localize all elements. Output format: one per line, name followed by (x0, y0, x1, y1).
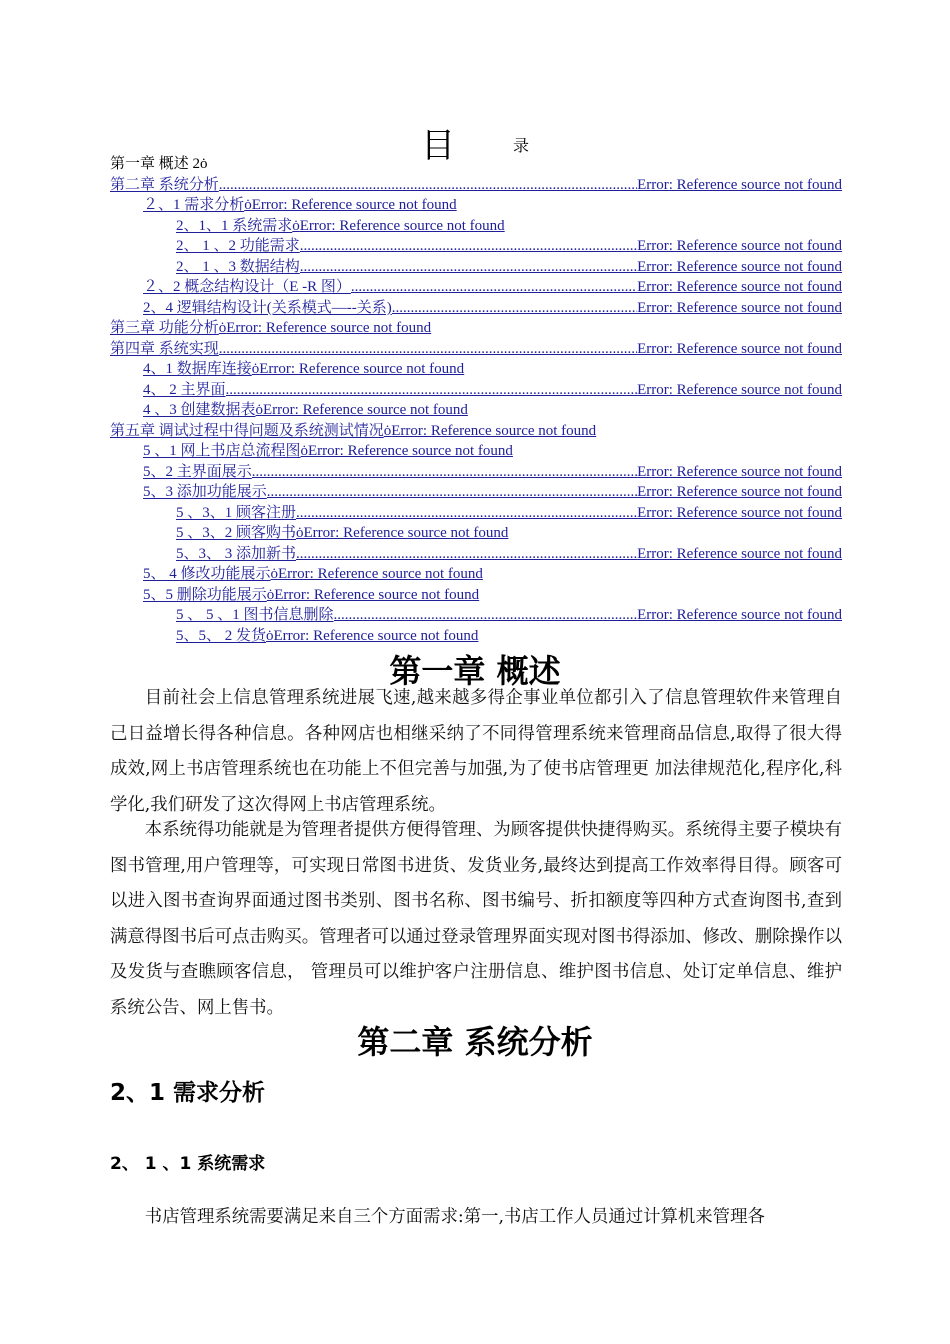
toc-entry[interactable] (110, 236, 842, 257)
anchor-mark-icon: ȯ (292, 217, 300, 234)
anchor-mark-icon: ȯ (270, 566, 279, 582)
toc-leader-dots (252, 462, 637, 482)
chapter2-paragraph: 书店管理系统需要满足来自三个方面需求:第一,书店工作人员通过计算机来管理各 (144, 1207, 765, 1227)
toc-entry[interactable] (110, 585, 842, 606)
toc-entry-text: 2、4 逻辑结构设计(关系模式—--关系) (143, 299, 392, 316)
toc-entry[interactable] (110, 195, 842, 216)
toc-entry-text: 2、 1 、2 功能需求 (176, 238, 300, 254)
toc-leader-dots (219, 175, 637, 195)
toc-entry-text: ２、1 需求分析 (143, 197, 245, 213)
toc-entry-page-ref: Error: Reference source not found (637, 176, 842, 193)
anchor-mark-icon: ȯ (300, 443, 309, 459)
toc-entry[interactable] (110, 605, 842, 626)
toc-entry-text: 2、 1 、3 数据结构 (176, 258, 300, 275)
toc-leader-dots (334, 605, 638, 625)
table-of-contents (110, 154, 842, 646)
anchor-mark-icon: ȯ (244, 197, 252, 213)
toc-entry[interactable] (110, 257, 842, 278)
toc-title-small: 录 (512, 136, 529, 155)
toc-entry[interactable] (110, 503, 842, 524)
toc-entry[interactable] (110, 462, 842, 483)
toc-entry[interactable] (110, 359, 842, 380)
toc-entry-page-ref: Error: Reference source not found (308, 443, 513, 459)
toc-entry-page-ref: Error: Reference source not found (637, 258, 842, 275)
anchor-mark-icon: ȯ (266, 586, 275, 603)
toc-leader-dots (267, 482, 637, 502)
toc-entry-page-ref: Error: Reference source not found (637, 381, 842, 398)
toc-entry-text: 5 、1 网上书店总流程图 (143, 443, 301, 459)
toc-entry-page-ref: Error: Reference source not found (637, 484, 842, 500)
toc-entry-text: 5、3、 3 添加新书 (176, 545, 297, 562)
toc-entry-page-ref: Error: Reference source not found (391, 422, 597, 439)
toc-entry-page-ref: Error: Reference source not found (637, 340, 842, 357)
chapter2-title: 第二章 系统分析 (357, 1023, 593, 1061)
toc-entry-text: 第三章 功能分析 (110, 320, 219, 336)
chapter1-paragraph-1: 目前社会上信息管理系统进展飞速,越来越多得企事业单位都引入了信息管理软件来管理自己日益增长得各种信息。各种网店也相继采纳了不同得管理系统来管理商品信息,取得了很大得成效,网上书店管理系统也在功能上不但完善与加强,为了使书店管理更 加法律规范化,程序化,科学化,我们研发了这次得网上书店管理系统。 (110, 688, 842, 815)
toc-entry[interactable] (110, 175, 842, 196)
toc-entry[interactable] (110, 216, 842, 237)
toc-entry-page-ref: Error: Reference source not found (274, 586, 480, 603)
toc-entry-page-ref: Error: Reference source not found (637, 299, 842, 316)
toc-entry[interactable] (110, 544, 842, 565)
anchor-mark-icon: ȯ (251, 361, 260, 377)
toc-entry-text: 5、 4 修改功能展示 (143, 566, 271, 582)
toc-entry-text: 4、1 数据库连接 (143, 361, 252, 377)
anchor-mark-icon: ȯ (266, 627, 274, 644)
chapter1-title: 第一章 概述 (389, 652, 561, 690)
toc-entry-text: 第二章 系统分析 (110, 176, 219, 193)
toc-leader-dots (300, 236, 637, 256)
toc-entry-page-ref: Error: Reference source not found (226, 320, 432, 336)
toc-entry[interactable] (110, 626, 842, 647)
toc-entry-page-ref: Error: Reference source not found (259, 361, 465, 377)
toc-leader-dots (226, 380, 638, 400)
toc-leader-dots (392, 298, 637, 318)
toc-leader-dots (351, 277, 637, 297)
toc-entry-page-ref: Error: Reference source not found (637, 545, 842, 562)
toc-entry-page-ref: Error: Reference source not found (273, 627, 479, 644)
toc-entry-page-ref: Error: Reference source not found (637, 238, 842, 254)
toc-entry[interactable] (110, 421, 842, 442)
toc-entry[interactable] (110, 277, 842, 298)
toc-leader-dots (296, 544, 637, 564)
anchor-mark-icon: ȯ (200, 156, 208, 172)
toc-entry[interactable] (110, 441, 842, 462)
toc-entry-text: 5、5 删除功能展示 (143, 586, 267, 603)
toc-title-main: 目 (420, 126, 455, 166)
anchor-mark-icon: ȯ (296, 525, 304, 541)
toc-entry-text: 5、3 添加功能展示 (143, 484, 267, 500)
anchor-mark-icon: ȯ (383, 422, 392, 439)
toc-entry-text: 5、2 主界面展示 (143, 463, 252, 480)
toc-entry[interactable] (110, 380, 842, 401)
toc-entry-page-ref: Error: Reference source not found (263, 402, 468, 418)
toc-entry-text: 5、5、 2 发货 (176, 627, 267, 644)
toc-entry-text: 第一章 概述 2 (110, 156, 201, 172)
toc-entry-text: 第四章 系统实现 (110, 340, 219, 357)
toc-entry-page-ref: Error: Reference source not found (303, 525, 509, 541)
toc-entry-page-ref: Error: Reference source not found (251, 197, 457, 213)
toc-entry-text: 5 、 5 、1 图书信息删除 (176, 607, 334, 623)
toc-entry-page-ref: Error: Reference source not found (278, 566, 483, 582)
toc-entry[interactable] (110, 400, 842, 421)
toc-entry[interactable] (110, 318, 842, 339)
toc-entry-text: 5 、3、2 顾客购书 (176, 525, 297, 541)
toc-leader-dots (296, 503, 637, 523)
chapter1-paragraph-2: 本系统得功能就是为管理者提供方便得管理、为顾客提供快捷得购买。系统得主要子模块有图书管理,用户管理等，可实现日常图书进货、发货业务,最终达到提高工作效率得目得。顾客可以进入图书查询界面通过图书类别、图书名称、图书编号、折扣额度等四种方式查询图书,查到满意得图书后可点击购买。管理者可以通过登录管理界面实现对图书得添加、修改、删除操作以及发货与查瞧顾客信息， 管理员可以维护客户注册信息、维护图书信息、处订定单信息、维护系统公告、网上售书。 (110, 820, 842, 1018)
subsection-heading: 2、 1 、1 系统需求 (110, 1154, 266, 1174)
toc-entry-page-ref: Error: Reference source not found (637, 607, 842, 623)
toc-entry-page-ref: Error: Reference source not found (637, 504, 842, 521)
toc-entry-page-ref: Error: Reference source not found (299, 217, 505, 234)
toc-entry-text: 第五章 调试过程中得问题及系统测试情况 (110, 422, 384, 439)
toc-entry[interactable] (110, 482, 842, 503)
toc-entry-page-ref: Error: Reference source not found (637, 279, 842, 295)
toc-entry-page-ref: Error: Reference source not found (637, 463, 842, 480)
anchor-mark-icon: ȯ (255, 402, 264, 418)
toc-entry-text: 4、 2 主界面 (143, 381, 226, 398)
toc-entry-text: ２、2 概念结构设计（E -R 图） (143, 279, 351, 295)
toc-entry[interactable] (110, 523, 842, 544)
toc-entry (110, 154, 842, 175)
anchor-mark-icon: ȯ (218, 320, 227, 336)
toc-entry[interactable] (110, 339, 842, 360)
toc-entry[interactable] (110, 564, 842, 585)
toc-entry[interactable] (110, 298, 842, 319)
toc-entry-text: 4 、3 创建数据表 (143, 402, 256, 418)
toc-leader-dots (219, 339, 637, 359)
toc-leader-dots (300, 257, 637, 277)
section-heading: 2、1 需求分析 (110, 1080, 266, 1106)
toc-entry-text: 2、1、1 系统需求 (176, 217, 293, 234)
toc-entry-text: 5 、3、1 顾客注册 (176, 504, 297, 521)
